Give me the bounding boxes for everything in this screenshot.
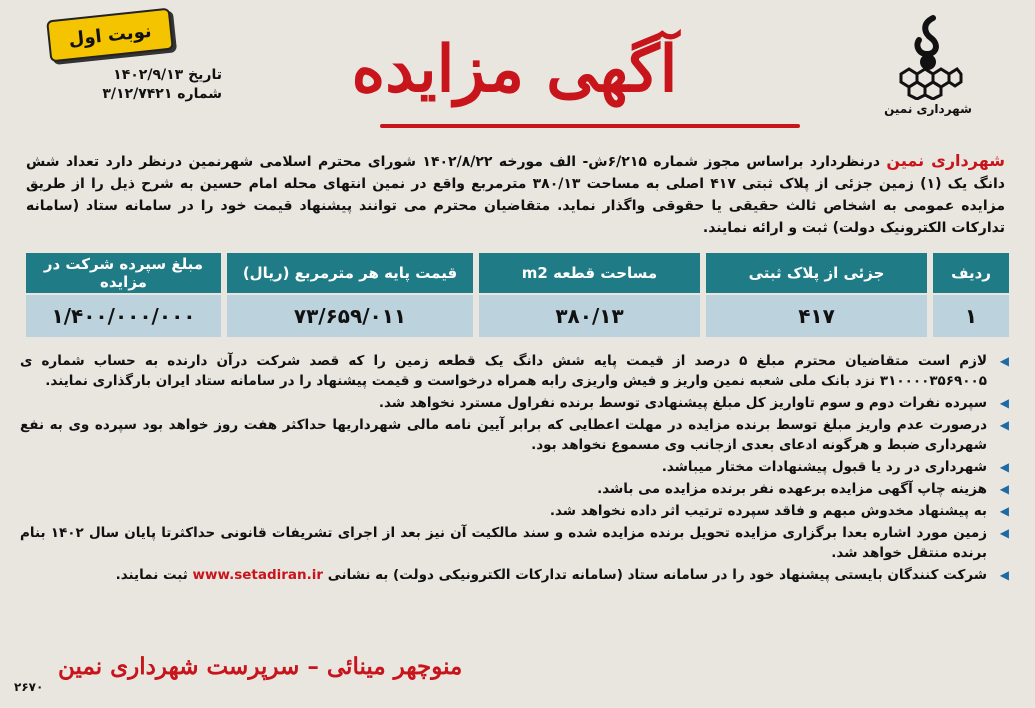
cell-row-number: ۱ xyxy=(930,294,1009,337)
list-item: ◀ لازم است متقاضیان محترم مبلغ ۵ درصد از قیمت پایه شش دانگ یک قطعه زمین را که قصد شرکت درآن دارنده به حساب شماره ی ۳۱۰۰۰۰۳۵۶۹۰۰۵ نزد بانک ملی شعبه نمین واریز و فیش واریزی رابه همراه درخواست و قیمت پیشنهاد را در سامانه ستاد ایران بارگذاری نمایند. xyxy=(20,353,1009,389)
notice-title: آگهی مزایده xyxy=(351,32,678,107)
notice-number: شماره ۳/۱۲/۷۴۲۱ xyxy=(102,86,222,102)
bullet-icon: ◀ xyxy=(999,504,1009,518)
notice-date: تاریخ ۱۴۰۲/۹/۱۳ xyxy=(113,67,222,83)
header-plot: جزئی از پلاک ثبتی xyxy=(703,253,930,294)
conditions-list xyxy=(20,351,1009,585)
signature: منوچهر مینائی – سرپرست شهرداری نمین xyxy=(58,653,463,680)
intro-org: شهرداری نمین xyxy=(886,151,1005,170)
header-area: مساحت قطعه m2 xyxy=(476,253,703,294)
bullet-icon: ◀ xyxy=(999,460,1009,474)
bullet-icon: ◀ xyxy=(999,418,1009,432)
header-deposit: مبلغ سپرده شرکت در مزایده xyxy=(23,253,224,294)
bullet-icon: ◀ xyxy=(999,396,1009,410)
municipality-logo xyxy=(883,14,973,126)
round-badge: نوبت اول xyxy=(46,8,174,63)
list-item: ◀ شرکت کنندگان بایستی پیشنهاد خود را در سامانه ستاد (سامانه تدارکات الکترونیکی دولت) به نشانی www.setadiran.ir ثبت نمایند. xyxy=(115,567,1009,583)
header xyxy=(20,0,1009,150)
list-item: ◀ به پیشنهاد مخدوش مبهم و فاقد سپرده ترتیب اثر داده نخواهد شد. xyxy=(549,503,1009,519)
list-item: ◀ زمین مورد اشاره بعدا برگزاری مزایده تحویل برنده مزایده شده و سند مالکیت آن نیز بعد از اجرای تشریفات قانونی حداکثرتا پایان سال ۱۴۰۲ بنام برنده منتقل خواهد شد. xyxy=(20,525,1009,561)
ad-code: ۲۶۷۰ xyxy=(14,680,44,694)
table-row xyxy=(23,294,1009,337)
setadiran-link[interactable]: www.setadiran.ir xyxy=(192,567,324,583)
list-item: ◀ هزینه چاپ آگهی مزایده برعهده نفر برنده مزایده می باشد. xyxy=(597,481,1009,497)
bullet-icon: ◀ xyxy=(999,482,1009,496)
table-header-row xyxy=(23,253,1009,294)
bullet-icon: ◀ xyxy=(999,526,1009,540)
municipality-emblem-icon xyxy=(893,14,963,100)
intro-paragraph xyxy=(26,150,1005,239)
intro-text: درنظردارد براساس مجوز شماره ۶/۲۱۵ش- الف مورخه ۱۴۰۲/۸/۲۲ شورای محترم اسلامی شهرنمین درنظر دارد تعداد شش دانگ یک (۱) زمین جزئی از پلاک ثبتی ۴۱۷ اصلی به مساحت ۳۸۰/۱۳ مترمربع واقع در نمین انتهای محله امام حسین به شرح ذیل را از طریق مزایده عمومی به اشخاص ثالث حقیقی یا حقوقی واگذار نماید. متقاضیان محترم می توانند پیشنهاد قیمت خود را در سامانه ستاد (سامانه تدارکات الکترونیک دولت) ثبت و ارائه نمایند. xyxy=(26,154,1005,236)
cell-plot: ۴۱۷ xyxy=(703,294,930,337)
header-row-number: ردیف xyxy=(930,253,1009,294)
header-base-price: قیمت پایه هر مترمربع (ریال) xyxy=(224,253,476,294)
cell-deposit: ۱/۴۰۰/۰۰۰/۰۰۰ xyxy=(23,294,224,337)
cell-base-price: ۷۳/۶۵۹/۰۱۱ xyxy=(224,294,476,337)
logo-caption: شهرداری نمین xyxy=(884,102,972,116)
title-underline xyxy=(380,124,800,128)
lots-table xyxy=(20,253,1009,337)
list-item: ◀ شهرداری در رد یا قبول پیشنهادات مختار میباشد. xyxy=(661,459,1009,475)
list-item: ◀ سپرده نفرات دوم و سوم تاواریز کل مبلغ پیشنهادی توسط برنده نفراول مسترد نخواهد شد. xyxy=(378,395,1009,411)
list-item: ◀ درصورت عدم واریز مبلغ توسط برنده مزایده در مهلت اعطایی که برابر آیین نامه مالی شهرداریها حداکثر هفت روز خواهد بود سپرده وی به نفع شهرداری ضبط و هرگونه ادعای بعدی ازجانب وی مسموع نخواهد بود. xyxy=(20,417,1009,453)
cell-area: ۳۸۰/۱۳ xyxy=(476,294,703,337)
bullet-icon: ◀ xyxy=(999,354,1009,368)
bullet-icon: ◀ xyxy=(999,568,1009,582)
notice-meta xyxy=(52,66,222,104)
